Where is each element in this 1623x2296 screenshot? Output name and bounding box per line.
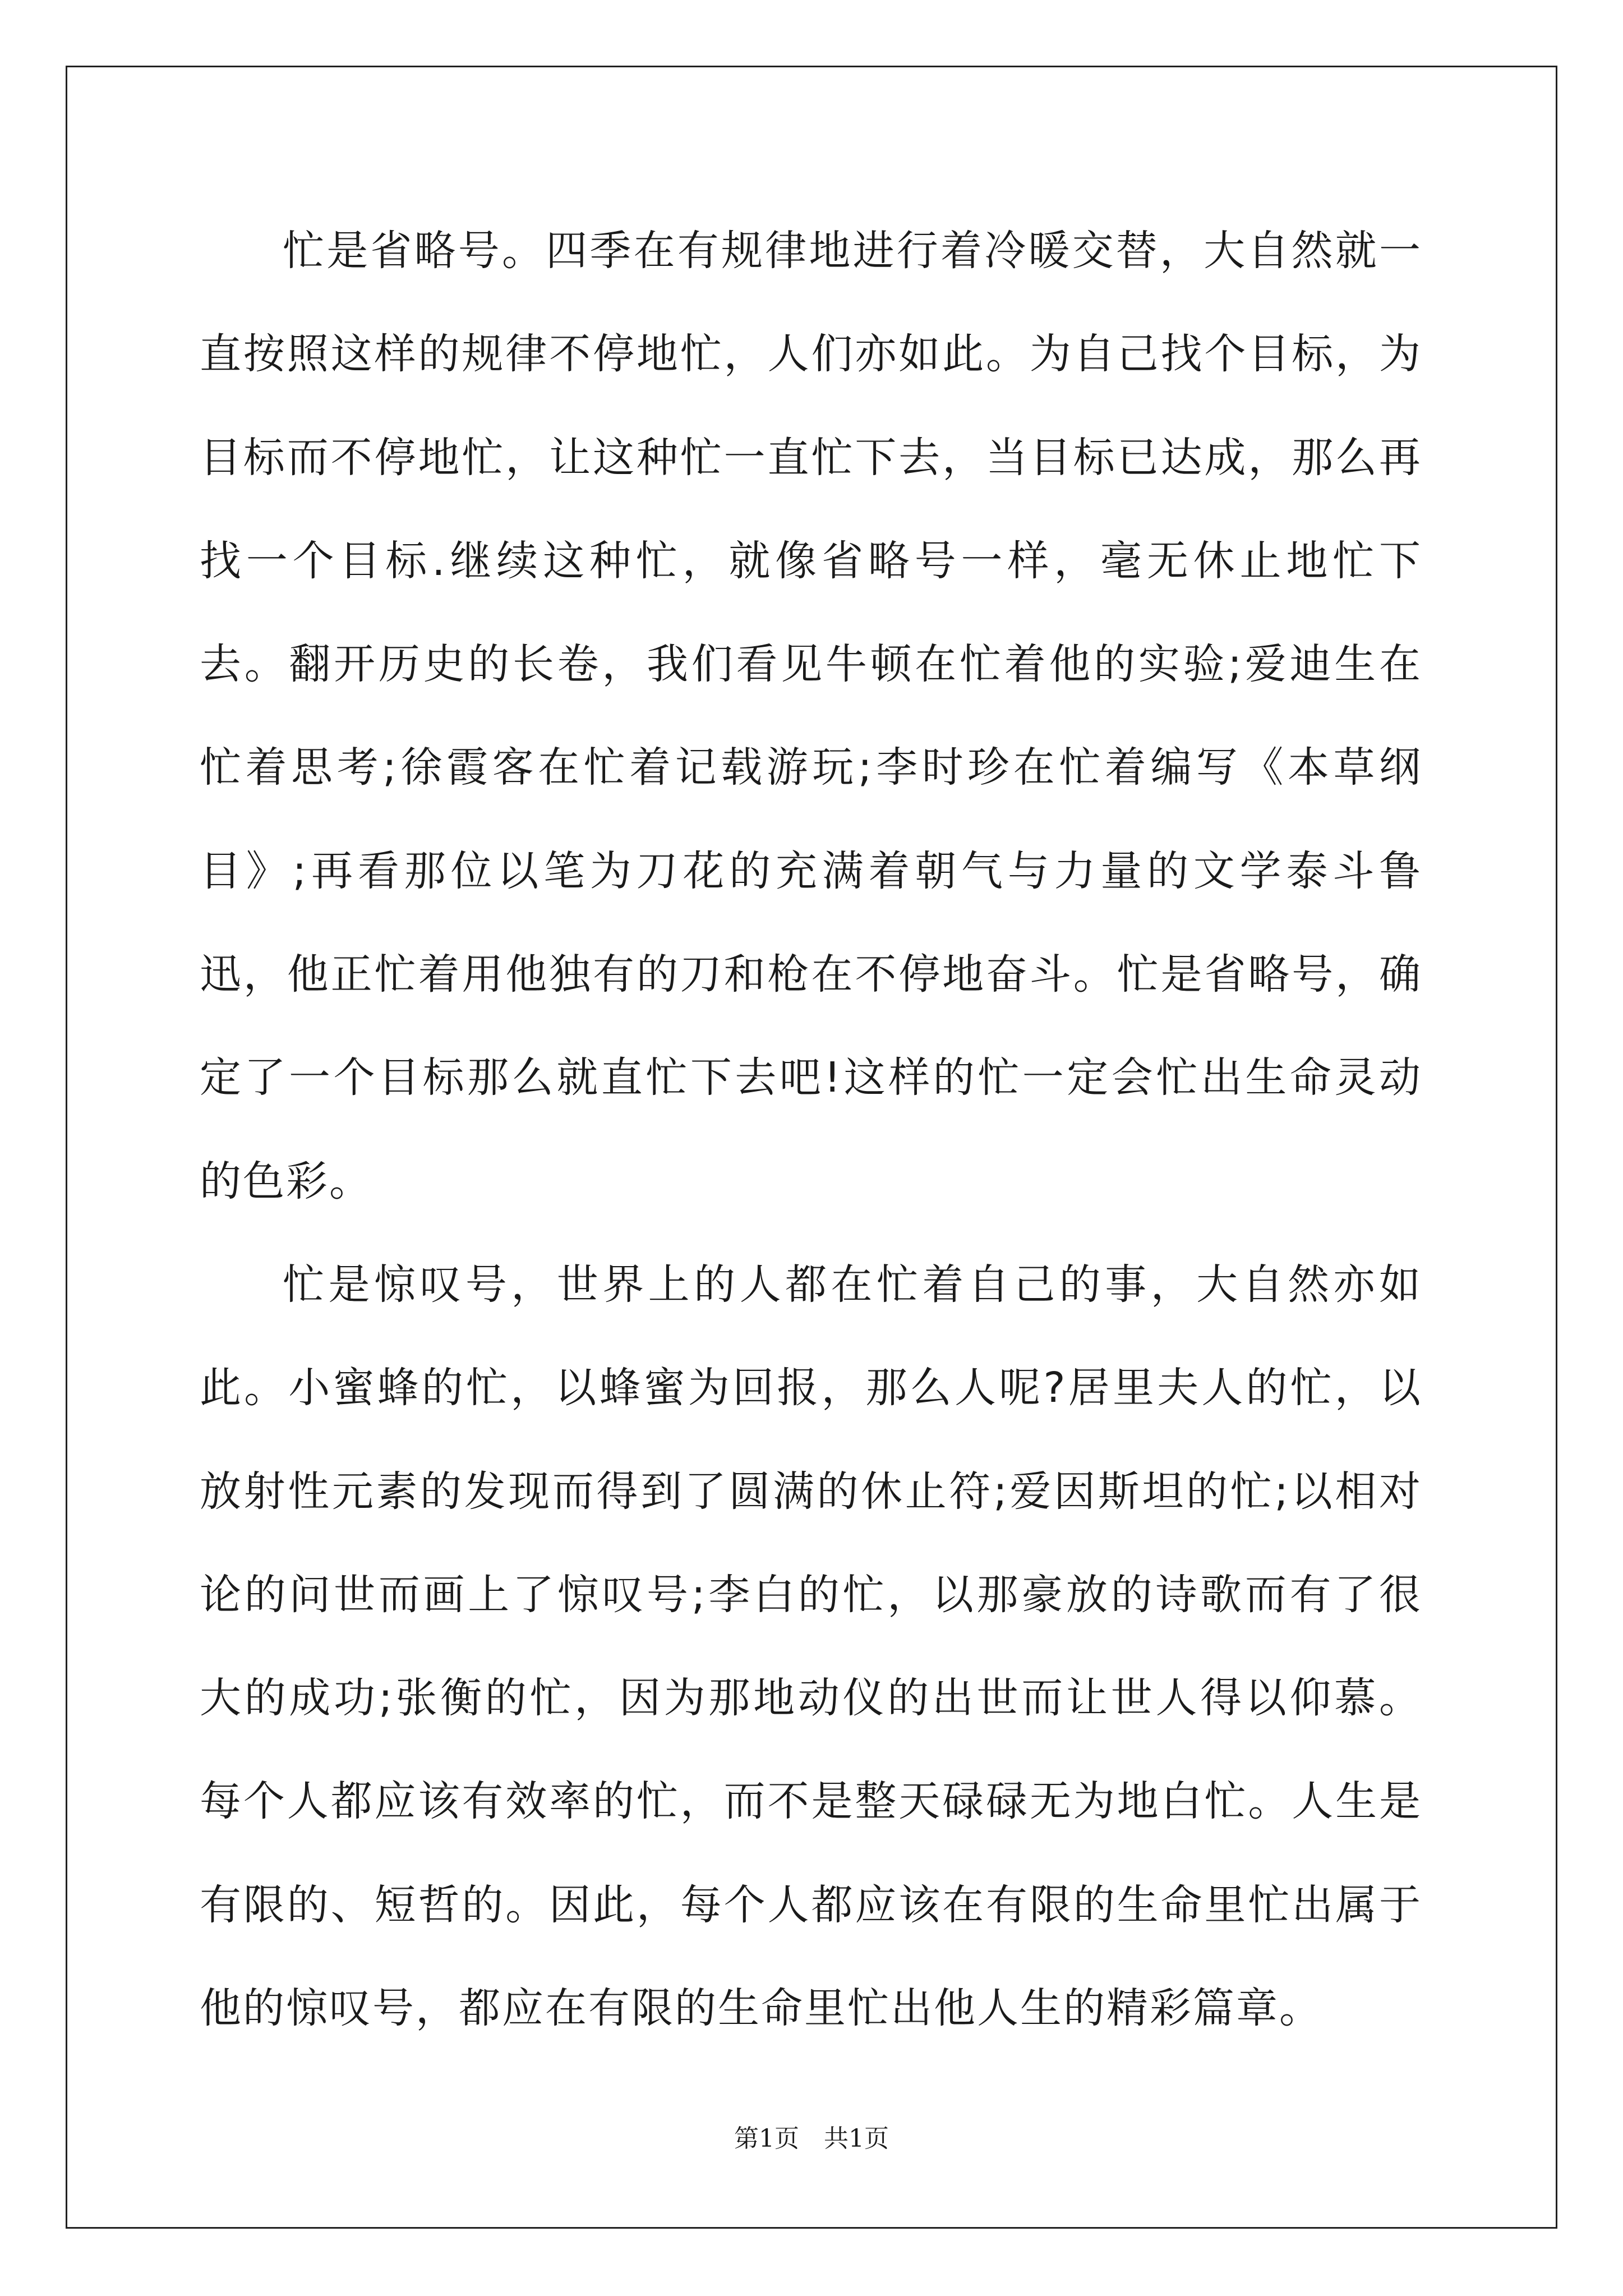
document-body [200, 199, 1422, 2060]
paragraph-2: 忙是惊叹号，世界上的人都在忙着自己的事，大自然亦如此。小蜜蜂的忙，以蜂蜜为回报，那么人呢?居里夫人的忙，以放射性元素的发现而得到了圆满的休止符;爱因斯坦的忙;以相对论的问世而画上了惊叹号;李白的忙，以那豪放的诗歌而有了很大的成功;张衡的忙，因为那地动仪的出世而让世人得以仰慕。每个人都应该有效率的忙，而不是整天碌碌无为地白忙。人生是有限的、短哲的。因此，每个人都应该在有限的生命里忙出属于他的惊叹号，都应在有限的生命里忙出他人生的精彩篇章。 [200, 1260, 1422, 2033]
paragraph-1: 忙是省略号。四季在有规律地进行着冷暖交替，大自然就一直按照这样的规律不停地忙，人们亦如此。为自己找个目标，为目标而不停地忙，让这种忙一直忙下去，当目标已达成，那么再找一个目标.继续这种忙，就像省略号一样，毫无休止地忙下去。翻开历史的长卷，我们看见牛顿在忙着他的实验;爱迪生在忙着思考;徐霞客在忙着记载游玩;李时珍在忙着编写《本草纲目》;再看那位以笔为刀花的充满着朝气与力量的文学泰斗鲁迅，他正忙着用他独有的刀和枪在不停地奋斗。忙是省略号，确定了一个目标那么就直忙下去吧!这样的忙一定会忙出生命灵动的色彩。 [200, 227, 1422, 1205]
page-number-footer: 第1页 共1页 [734, 2124, 889, 2153]
